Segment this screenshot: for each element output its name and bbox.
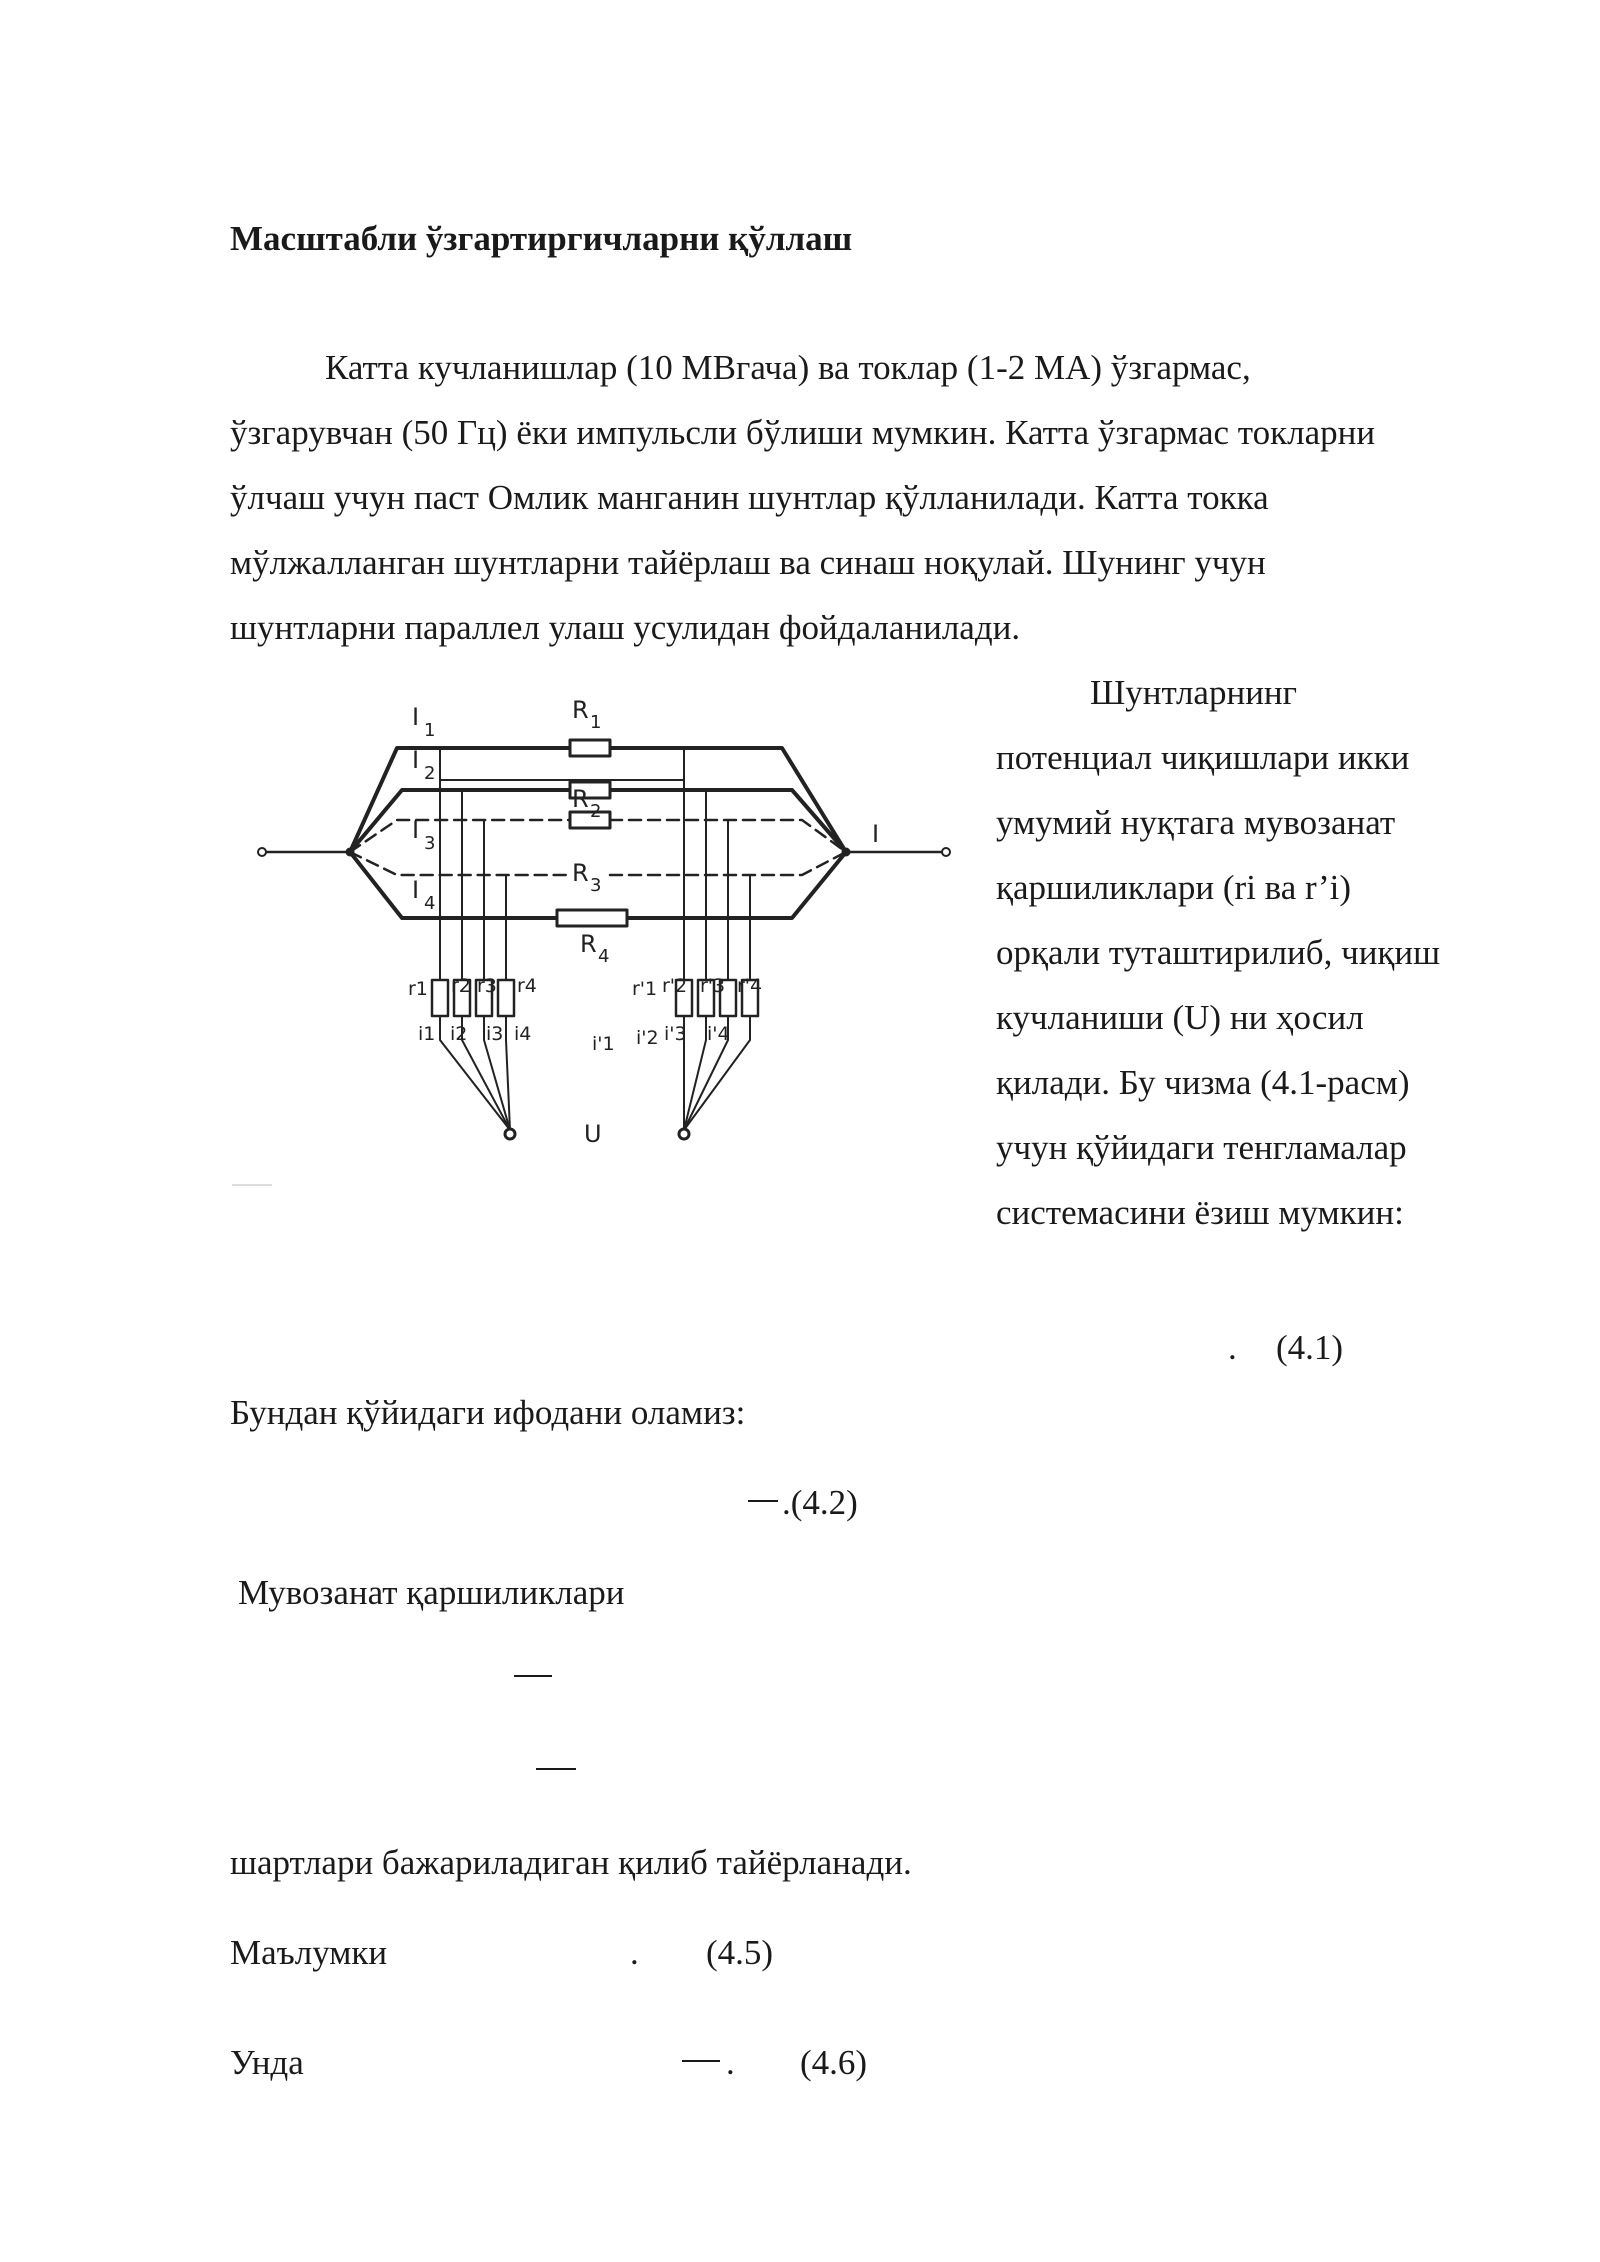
fraction-bar <box>536 1768 576 1770</box>
label-I2-sub: 2 <box>424 763 436 784</box>
label-R2: R <box>572 785 589 813</box>
label-i2-prime: i'2 <box>636 1027 659 1049</box>
eq45-dot: . <box>630 1933 639 1972</box>
balance-resistors-text: Мувозанат қаршиликлари <box>238 1573 625 1612</box>
label-R2-sub: 2 <box>590 801 602 822</box>
label-i2: i2 <box>450 1023 468 1045</box>
label-r3: r3 <box>477 975 497 997</box>
label-i1: i1 <box>418 1023 436 1045</box>
label-I4: I <box>412 876 420 904</box>
label-r1: r1 <box>408 978 428 1000</box>
label-I3: I <box>412 816 420 844</box>
paragraph-line: ўзгарувчан (50 Гц) ёки импульсли бўлиши мумкин. Катта ўзгармас токларни <box>230 413 1376 452</box>
label-I2: I <box>412 746 420 774</box>
eq46-dot: . <box>726 2043 735 2082</box>
side-text-line: системасини ёзиш мумкин: <box>996 1193 1404 1232</box>
page-title: Масштабли ўзгартиргичларни қўллаш <box>230 219 853 258</box>
label-i4-prime: i'4 <box>707 1023 730 1045</box>
label-r2-prime: r'2 <box>662 975 688 997</box>
label-i3: i3 <box>486 1023 504 1045</box>
paragraph-line: Катта кучланишлар (10 МВгача) ва токлар (1-2 МА) ўзгармас, <box>325 348 1251 387</box>
paragraph-line: шунтларни параллел улаш усулидан фойдаланилади. <box>230 608 1021 647</box>
label-I-total: I <box>872 820 880 848</box>
equation-number-4-5: (4.5) <box>706 1933 774 1972</box>
label-I1: I <box>412 703 420 731</box>
side-text-line: орқали туташтирилиб, чиқиш <box>996 933 1441 972</box>
fraction-bar <box>514 1675 552 1677</box>
side-text-line: потенциал чиқишлари икки <box>996 738 1410 777</box>
side-text-line: учун қўйидаги тенгламалар <box>996 1128 1407 1167</box>
label-R3-sub: 3 <box>590 875 602 896</box>
label-R1-sub: 1 <box>590 712 602 733</box>
label-i4: i4 <box>514 1023 532 1045</box>
side-text-line: Шунтларнинг <box>1090 673 1298 712</box>
label-R4-sub: 4 <box>598 946 610 967</box>
paragraph-line: мўлжалланган шунтларни тайёрлаш ва синаш ноқулай. Шунинг учун <box>230 543 1266 582</box>
side-text-line: қаршиликлари (ri ва r’i) <box>996 868 1352 907</box>
from-here-text: Бундан қўйидаги ифодани оламиз: <box>230 1393 746 1432</box>
label-r2: r2 <box>451 975 471 997</box>
label-R1: R <box>572 696 589 724</box>
label-r4: r4 <box>517 975 537 997</box>
label-r3-prime: r'3 <box>700 975 726 997</box>
shunt-circuit-diagram <box>232 690 972 1160</box>
side-text-line: умумий нуқтага мувозанат <box>996 803 1396 842</box>
label-I1-sub: 1 <box>424 720 436 741</box>
side-text-line: кучланиши (U) ни ҳосил <box>996 998 1364 1037</box>
equation-number-4-1: (4.1) <box>1276 1328 1344 1367</box>
label-U: U <box>584 1120 602 1148</box>
label-i1-prime: i'1 <box>592 1033 615 1055</box>
label-r4-prime: r'4 <box>737 975 763 997</box>
equation-number-4-6: (4.6) <box>800 2043 868 2082</box>
figure-edge-mark <box>232 1184 272 1186</box>
label-I4-sub: 4 <box>424 893 436 914</box>
side-text-line: қилади. Бу чизма (4.1-расм) <box>996 1063 1410 1102</box>
eq41-dot: . <box>1228 1328 1237 1367</box>
fraction-bar <box>748 1500 778 1502</box>
then-text: Унда <box>230 2043 304 2082</box>
paragraph-line: ўлчаш учун паст Омлик манганин шунтлар қўлланилади. Катта токка <box>230 478 1269 517</box>
known-text: Маълумки <box>230 1933 388 1972</box>
label-r1-prime: r'1 <box>632 978 658 1000</box>
equation-number-4-2: .(4.2) <box>782 1483 858 1522</box>
label-i3-prime: i'3 <box>664 1023 687 1045</box>
label-I3-sub: 3 <box>424 833 436 854</box>
conditions-text: шартлари бажариладиган қилиб тайёрланади. <box>230 1843 912 1882</box>
label-R3: R <box>572 859 589 887</box>
fraction-bar <box>682 2060 720 2062</box>
label-R4: R <box>580 930 597 958</box>
